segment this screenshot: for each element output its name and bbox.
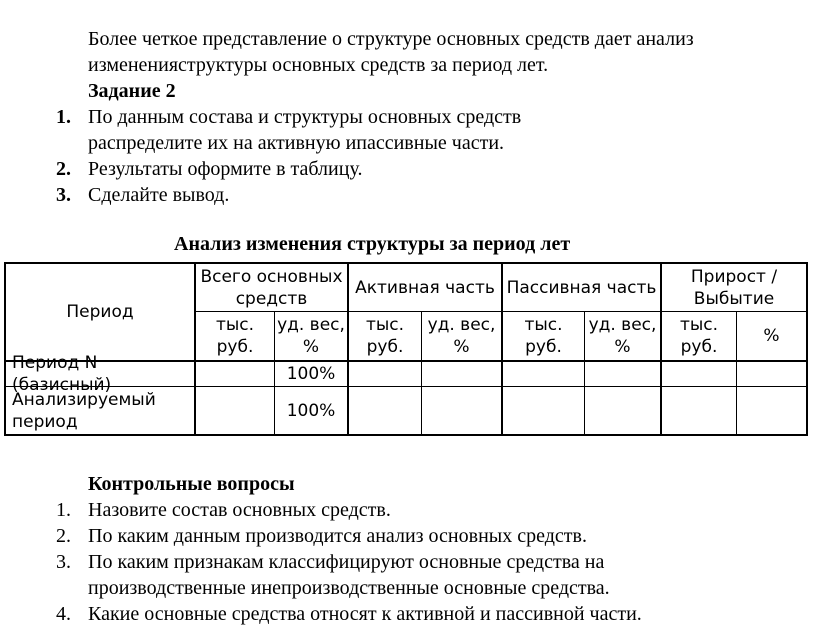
subheader-passive-share: уд. вес, %: [588, 315, 657, 357]
table-border-bottom: [4, 434, 808, 436]
questions-heading: Контрольные вопросы: [88, 473, 295, 495]
task-item-3-line-1: Сделайте вывод.: [88, 184, 230, 206]
question-3-number: 3.: [56, 551, 71, 573]
question-2-number: 2.: [56, 525, 71, 547]
subheader-active-thous-rub: тыс. руб.: [365, 315, 405, 357]
header-active-part: Активная часть: [355, 277, 495, 298]
header-passive-part: Пассивная часть: [506, 277, 657, 298]
subheader-growth-thous-rub: тыс. руб.: [679, 315, 719, 357]
task-heading: Задание 2: [88, 80, 176, 102]
task-item-3-number: 3.: [56, 184, 71, 206]
table-title: Анализ изменения структуры за период лет: [174, 233, 571, 255]
row-1-total-share: 100%: [286, 364, 336, 384]
task-item-2-line-1: Результаты оформите в таблицу.: [88, 158, 363, 180]
row-2-total-share: 100%: [286, 400, 336, 421]
question-2-line-1: По каким данным производится анализ основных средств.: [88, 525, 587, 547]
structure-table: [4, 262, 808, 436]
header-total-fixed-assets: Всего основных средств: [200, 266, 343, 309]
question-3-line-2: производственные инепроизводственные основные средства.: [88, 577, 610, 599]
intro-line-2: измененияструктуры основных средств за период лет.: [88, 54, 549, 76]
subheader-total-share: уд. вес, %: [277, 315, 345, 357]
subheader-active-share: уд. вес, %: [427, 315, 496, 357]
question-1-number: 1.: [56, 499, 71, 521]
subheader-growth-percent: %: [763, 326, 780, 346]
task-item-1-line-1: По данным состава и структуры основных средств: [88, 106, 522, 128]
task-item-1-number: 1.: [56, 106, 71, 128]
intro-line-1: Более четкое представление о структуре основных средств дает анализ: [88, 28, 694, 50]
question-1-line-1: Назовите состав основных средств.: [88, 499, 391, 521]
question-4-line-1: Какие основные средства относят к активной и пассивной части.: [88, 603, 642, 625]
question-4-number: 4.: [56, 603, 71, 625]
row-1-label: Период N (базисный): [12, 353, 112, 395]
table-border-right: [806, 262, 808, 436]
task-item-2-number: 2.: [56, 158, 71, 180]
header-growth-disposal: Прирост / Выбытие: [690, 266, 778, 309]
header-period: Период: [66, 302, 134, 322]
task-item-1-line-2: распределите их на активную ипассивные части.: [88, 132, 505, 154]
subheader-total-thous-rub: тыс. руб.: [215, 315, 255, 357]
subheader-passive-thous-rub: тыс. руб.: [524, 315, 563, 357]
question-3-line-1: По каким признакам классифицируют основные средства на: [88, 551, 605, 573]
row-2-label: Анализируемый период: [12, 389, 156, 432]
